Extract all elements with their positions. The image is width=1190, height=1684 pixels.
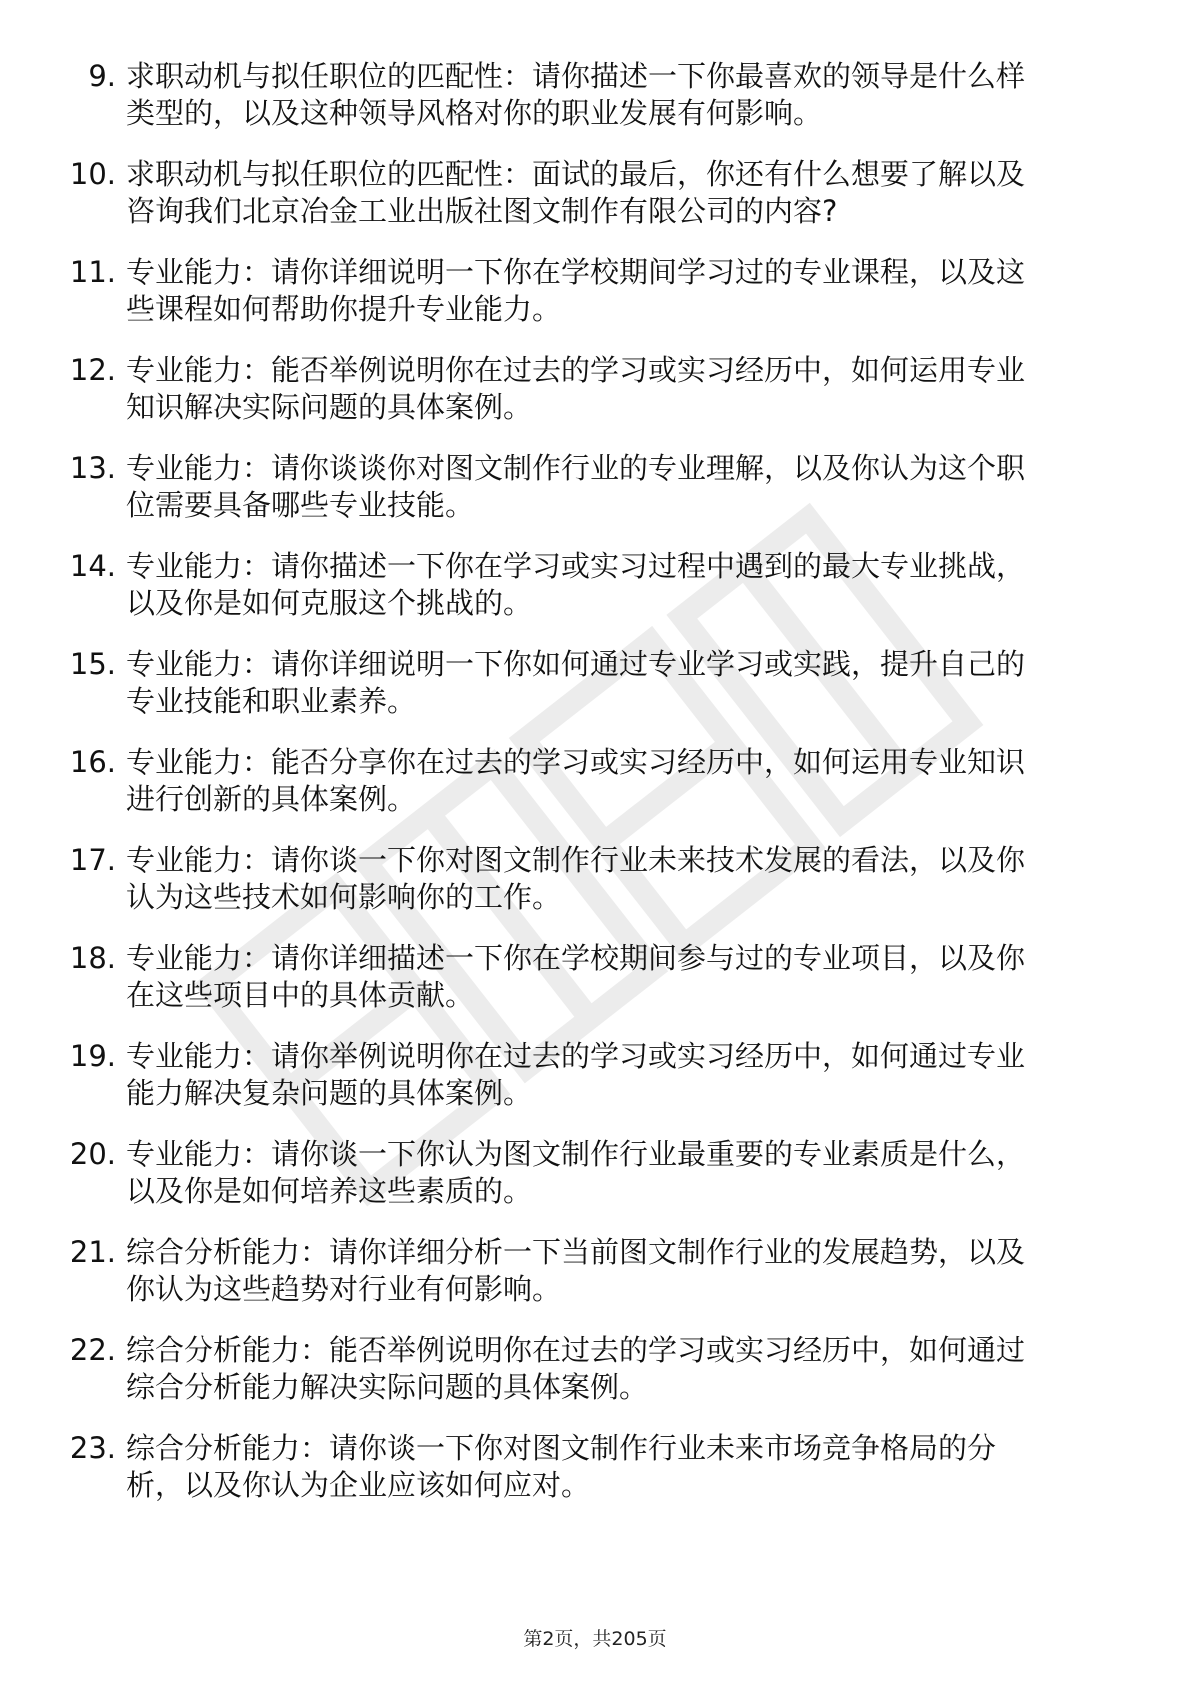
list-item [58,940,1118,1014]
item-number: 14. [69,549,116,583]
list-item [58,646,1118,720]
item-number: 16. [69,745,116,779]
list-item [58,58,1118,132]
list-item [58,1430,1118,1504]
item-text: 专业能力：请你详细说明一下你如何通过专业学习或实践，提升自己的专业技能和职业素养。 [126,647,1026,718]
list-item [58,744,1118,818]
list-item [58,1038,1118,1112]
item-text: 专业能力：请你描述一下你在学习或实习过程中遇到的最大专业挑战，以及你是如何克服这个挑战的。 [126,549,1026,620]
list-item [58,254,1118,328]
item-number: 10. [69,157,116,191]
item-text: 专业能力：请你详细描述一下你在学校期间参与过的专业项目，以及你在这些项目中的具体贡献。 [126,941,1026,1012]
list-item [58,1332,1118,1406]
item-number: 13. [69,451,116,485]
item-number: 15. [69,647,116,681]
item-number: 19. [69,1039,116,1073]
item-text: 专业能力：能否举例说明你在过去的学习或实习经历中，如何运用专业知识解决实际问题的具体案例。 [126,353,1026,424]
list-item [58,1136,1118,1210]
list-item [58,842,1118,916]
page-footer: 第2页，共205页 [523,1628,667,1650]
list-item [58,352,1118,426]
item-number: 21. [69,1235,116,1269]
item-text: 专业能力：请你谈一下你认为图文制作行业最重要的专业素质是什么，以及你是如何培养这些素质的。 [126,1137,1026,1208]
item-number: 12. [69,353,116,387]
item-text: 专业能力：请你详细说明一下你在学校期间学习过的专业课程，以及这些课程如何帮助你提升专业能力。 [126,255,1026,326]
item-text: 求职动机与拟任职位的匹配性：面试的最后，你还有什么想要了解以及咨询我们北京冶金工业出版社图文制作有限公司的内容? [126,157,1026,228]
item-text: 综合分析能力：能否举例说明你在过去的学习或实习经历中，如何通过综合分析能力解决实际问题的具体案例。 [126,1333,1026,1404]
item-number: 22. [69,1333,116,1367]
item-text: 求职动机与拟任职位的匹配性：请你描述一下你最喜欢的领导是什么样类型的，以及这种领导风格对你的职业发展有何影响。 [126,59,1026,130]
question-list [58,58,1118,1528]
item-text: 综合分析能力：请你谈一下你对图文制作行业未来市场竞争格局的分析，以及你认为企业应该如何应对。 [126,1431,997,1502]
item-number: 11. [69,255,116,289]
item-number: 17. [69,843,116,877]
item-number: 18. [69,941,116,975]
item-text: 专业能力：请你谈一下你对图文制作行业未来技术发展的看法，以及你认为这些技术如何影响你的工作。 [126,843,1026,914]
item-text: 专业能力：请你谈谈你对图文制作行业的专业理解，以及你认为这个职位需要具备哪些专业技能。 [126,451,1026,522]
item-number: 20. [69,1137,116,1171]
list-item [58,450,1118,524]
list-item [58,1234,1118,1308]
item-text: 专业能力：请你举例说明你在过去的学习或实习经历中，如何通过专业能力解决复杂问题的具体案例。 [126,1039,1026,1110]
item-text: 专业能力：能否分享你在过去的学习或实习经历中，如何运用专业知识进行创新的具体案例。 [126,745,1026,816]
item-text: 综合分析能力：请你详细分析一下当前图文制作行业的发展趋势，以及你认为这些趋势对行业有何影响。 [126,1235,1026,1306]
list-item [58,548,1118,622]
item-number: 23. [69,1431,116,1465]
item-number: 9. [88,59,116,93]
list-item [58,156,1118,230]
